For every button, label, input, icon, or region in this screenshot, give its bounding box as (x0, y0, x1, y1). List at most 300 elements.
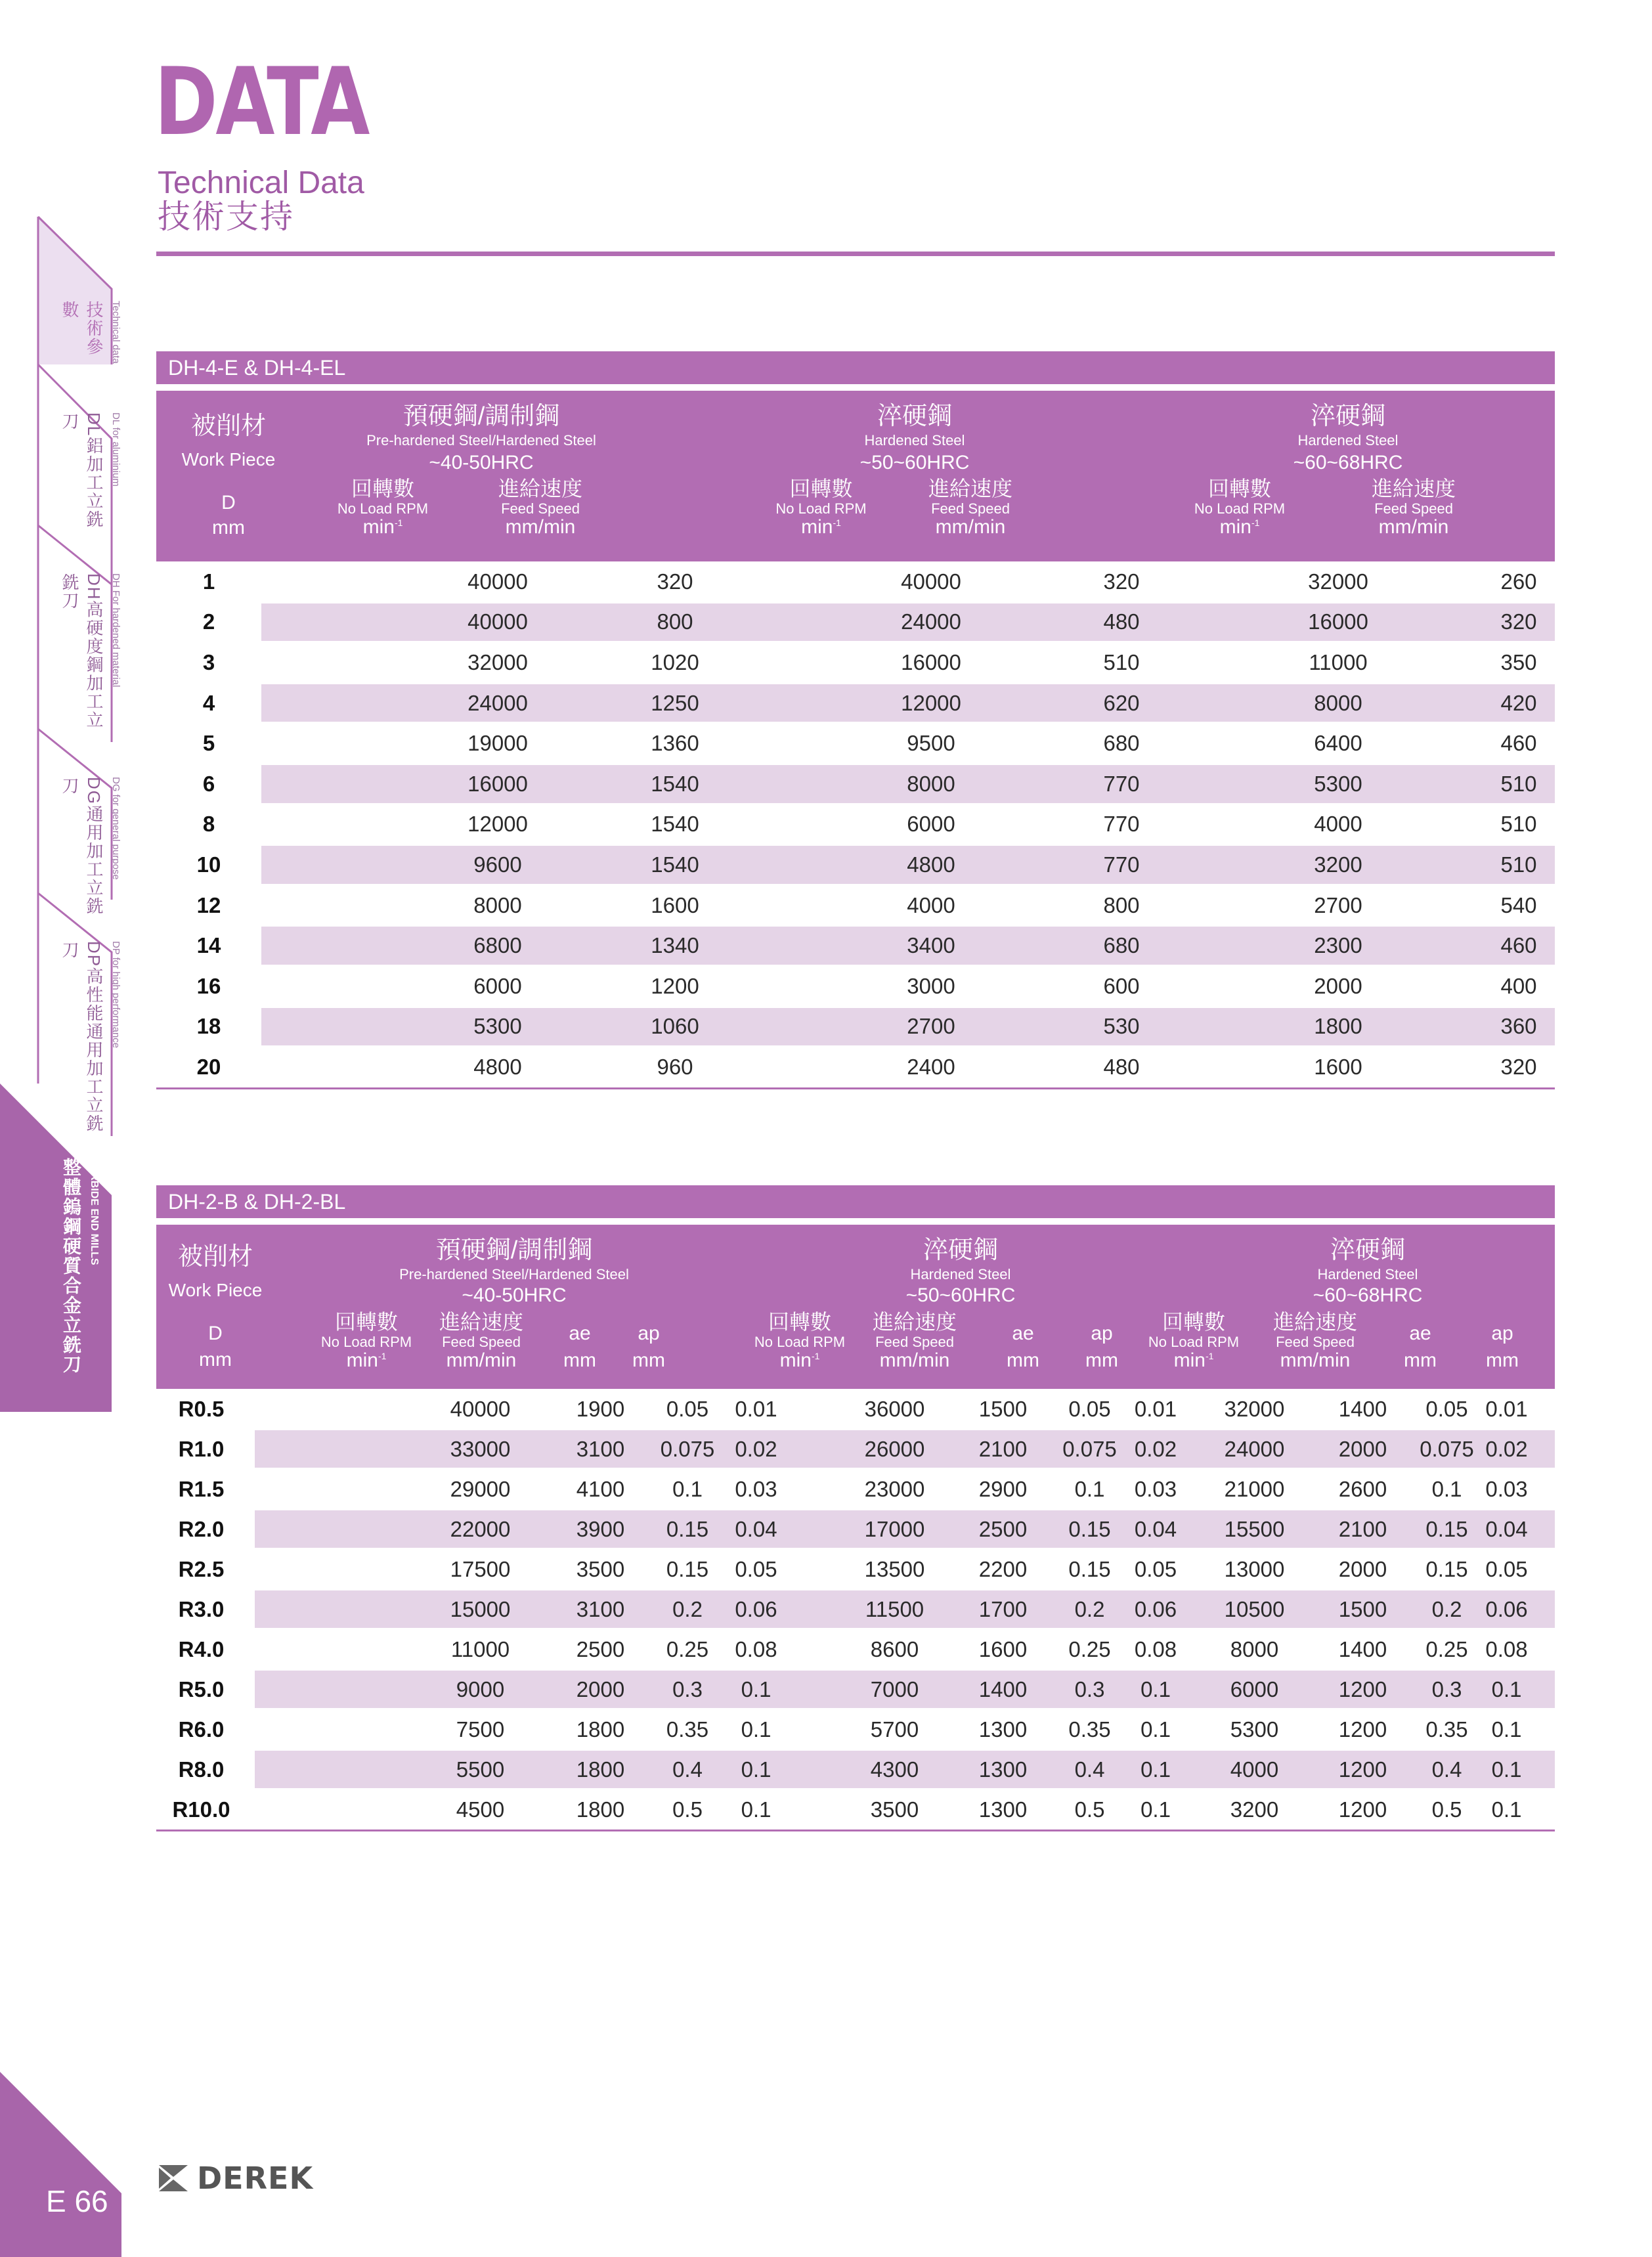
table-row (156, 925, 1555, 966)
sidebar-tab-dg[interactable] (38, 765, 121, 916)
rpm-unit (1141, 1350, 1246, 1371)
value-cell: 29000 (450, 1476, 511, 1501)
table-dh-2-b (156, 1185, 1555, 1831)
value-cell: 2000 (576, 1676, 625, 1701)
diameter-label: D (221, 492, 236, 514)
superscript: -1 (1205, 1351, 1214, 1361)
value-cell: 600 (1103, 973, 1140, 998)
rpm-unit (314, 1350, 419, 1371)
value-cell: 12000 (467, 812, 528, 837)
table-body (156, 561, 1555, 1087)
sidebar-tab-technical-data[interactable] (38, 289, 121, 368)
value-cell: 800 (657, 609, 693, 634)
table-row (156, 764, 1555, 804)
radius-cell: R8.0 (178, 1757, 225, 1782)
group-title-en: Hardened Steel (910, 1266, 1011, 1282)
value-cell: 22000 (450, 1516, 511, 1541)
sidebar-tab-dh[interactable] (38, 561, 121, 745)
value-cell: 4500 (456, 1797, 505, 1822)
rpm-label-zh: 回轉數 (789, 477, 853, 500)
value-cell: 0.1 (1491, 1797, 1522, 1822)
page-subtitle-en: Technical Data (158, 165, 364, 200)
radius-cell: R1.0 (178, 1436, 225, 1461)
value-cell: 6000 (1230, 1676, 1279, 1701)
value-cell: 36000 (864, 1396, 925, 1421)
value-cell: 8000 (907, 771, 955, 796)
ap-label: ap (638, 1323, 660, 1344)
value-cell: 32000 (1308, 569, 1368, 594)
value-cell: 680 (1103, 731, 1140, 756)
value-cell: 4000 (1314, 812, 1362, 837)
diameter-cell: 18 (196, 1014, 221, 1039)
rpm-label-en: No Load RPM (320, 1334, 412, 1350)
sidebar-tab-sublabel: DP for high performance (110, 941, 121, 1049)
value-cell: 21000 (1224, 1476, 1285, 1501)
ap-unit: mm (632, 1349, 665, 1371)
feed-unit-text: mm/min (1378, 516, 1449, 538)
value-cell: 1340 (651, 933, 699, 958)
value-cell: 17500 (450, 1556, 511, 1581)
page-subtitle-zh: 技術支持 (158, 198, 294, 235)
value-cell: 1020 (651, 649, 699, 674)
value-cell: 4000 (907, 892, 955, 917)
value-cell: 0.1 (1141, 1797, 1171, 1822)
value-cell: 1200 (1338, 1717, 1387, 1742)
value-cell: 320 (1103, 569, 1140, 594)
table-row (156, 1789, 1555, 1830)
value-cell: 2900 (978, 1476, 1028, 1501)
value-cell: 0.4 (672, 1757, 703, 1782)
ae-label: ae (1409, 1323, 1431, 1344)
sidebar-tab-label: 整體鎢鋼硬質合金立銑刀 (61, 1158, 81, 1374)
rpm-unit (307, 517, 458, 538)
value-cell: 5500 (456, 1757, 505, 1782)
value-cell: 400 (1500, 973, 1537, 998)
feed-unit-text: mm/min (879, 1349, 950, 1371)
feed-unit-text: mm/min (446, 1349, 517, 1371)
value-cell: 0.5 (1074, 1797, 1105, 1822)
group-title-en: Pre-hardened Steel/Hardened Steel (399, 1266, 629, 1282)
diameter-cell: 2 (202, 609, 215, 634)
value-cell: 0.15 (666, 1516, 709, 1541)
rpm-unit-text: min (779, 1349, 812, 1371)
value-cell: 680 (1103, 933, 1140, 958)
value-cell: 1200 (1338, 1757, 1387, 1782)
value-cell: 1540 (651, 852, 699, 877)
radius-cell: R2.0 (178, 1516, 225, 1541)
table-row (156, 844, 1555, 885)
superscript: -1 (811, 1351, 820, 1361)
value-cell: 0.25 (666, 1636, 709, 1661)
rpm-label-zh: 回轉數 (334, 1310, 398, 1334)
value-cell: 0.1 (741, 1676, 772, 1701)
value-cell: 1400 (1338, 1396, 1387, 1421)
value-cell: 0.06 (735, 1596, 777, 1621)
value-cell: 1300 (978, 1757, 1028, 1782)
value-cell: 9000 (456, 1676, 505, 1701)
diameter-cell: 16 (196, 973, 221, 998)
value-cell: 0.05 (735, 1556, 777, 1581)
sidebar-tab-sublabel: DG for general purpose (110, 777, 121, 880)
value-cell: 6800 (473, 933, 522, 958)
rpm-label-en: No Load RPM (754, 1334, 846, 1350)
feed-unit (1325, 517, 1502, 538)
value-cell: 320 (1500, 609, 1537, 634)
value-cell: 1200 (1338, 1676, 1387, 1701)
value-cell: 0.1 (1491, 1757, 1522, 1782)
diameter-unit: mm (212, 517, 245, 538)
value-cell: 620 (1103, 690, 1140, 715)
diameter-cell: 6 (202, 771, 215, 796)
value-cell: 32000 (1224, 1396, 1285, 1421)
value-cell: 1600 (1314, 1054, 1362, 1079)
superscript: -1 (378, 1351, 387, 1361)
rpm-unit (1167, 517, 1312, 538)
value-cell: 0.1 (741, 1797, 772, 1822)
sidebar-tab-label: DL鋁加工立銑刀 (60, 412, 104, 529)
value-cell: 0.1 (1491, 1676, 1522, 1701)
group-hrc: ~60~68HRC (1293, 452, 1403, 473)
value-cell: 800 (1103, 892, 1140, 917)
sidebar-tab-carbide-end-mills[interactable] (39, 1146, 115, 1409)
value-cell: 510 (1103, 649, 1140, 674)
rpm-label-en: No Load RPM (1148, 1334, 1240, 1350)
feed-unit (1259, 1350, 1371, 1371)
value-cell: 11000 (450, 1636, 510, 1661)
feed-label-zh: 進給速度 (1272, 1310, 1357, 1334)
table-bottom-rule (156, 1087, 1555, 1089)
ae-label: ae (569, 1323, 591, 1344)
value-cell: 0.3 (1074, 1676, 1105, 1701)
value-cell: 0.05 (666, 1396, 709, 1421)
value-cell: 320 (1500, 1054, 1537, 1079)
value-cell: 1200 (1338, 1797, 1387, 1822)
page-title: DATA (154, 48, 368, 156)
value-cell: 40000 (901, 569, 961, 594)
diameter-cell: 8 (202, 812, 215, 837)
group-title-zh: 淬硬鋼 (1310, 403, 1385, 430)
value-cell: 2200 (978, 1556, 1028, 1581)
value-cell: 0.35 (666, 1717, 709, 1742)
value-cell: 0.2 (1431, 1596, 1462, 1621)
value-cell: 0.075 (1062, 1436, 1117, 1461)
value-cell: 0.3 (672, 1676, 703, 1701)
table-bottom-rule (156, 1830, 1555, 1831)
radius-cell: R6.0 (178, 1717, 225, 1742)
value-cell: 40000 (467, 609, 528, 634)
value-cell: 1500 (978, 1396, 1028, 1421)
value-cell: 1800 (576, 1757, 625, 1782)
table-row (156, 683, 1555, 724)
value-cell: 4300 (870, 1757, 919, 1782)
value-cell: 2100 (1338, 1516, 1387, 1541)
value-cell: 0.4 (1074, 1757, 1105, 1782)
value-cell: 0.2 (1074, 1596, 1105, 1621)
value-cell: 0.35 (1068, 1717, 1111, 1742)
value-cell: 2500 (978, 1516, 1028, 1541)
value-cell: 2700 (907, 1014, 955, 1039)
value-cell: 16000 (467, 771, 528, 796)
feed-label-en: Feed Speed (501, 500, 580, 517)
value-cell: 4800 (907, 852, 955, 877)
rpm-unit-text: min (362, 516, 395, 538)
group-title-zh: 淬硬鋼 (877, 403, 952, 430)
value-cell: 8000 (473, 892, 522, 917)
value-cell: 0.06 (1485, 1596, 1528, 1621)
table-row (156, 804, 1555, 845)
value-cell: 5300 (473, 1014, 522, 1039)
feed-label-zh: 進給速度 (498, 477, 582, 500)
value-cell: 8000 (1230, 1636, 1279, 1661)
value-cell: 1800 (576, 1717, 625, 1742)
ap-unit: mm (1486, 1349, 1519, 1371)
rpm-unit-text: min (1173, 1349, 1206, 1371)
value-cell: 23000 (864, 1476, 925, 1501)
value-cell: 0.25 (1425, 1636, 1468, 1661)
value-cell: 1400 (978, 1676, 1028, 1701)
value-cell: 2400 (907, 1054, 955, 1079)
table-row (156, 1429, 1555, 1469)
rpm-label-en: No Load RPM (775, 500, 867, 517)
radius-cell: R4.0 (178, 1636, 225, 1661)
superscript: -1 (1251, 517, 1260, 528)
brand-logo (158, 2160, 313, 2196)
value-cell: 0.1 (1141, 1757, 1171, 1782)
table-row (156, 1669, 1555, 1709)
value-cell: 0.03 (1134, 1476, 1177, 1501)
table-row (156, 885, 1555, 926)
value-cell: 0.03 (735, 1476, 777, 1501)
ae-unit: mm (1007, 1349, 1039, 1371)
rpm-label-en: No Load RPM (337, 500, 429, 517)
value-cell: 530 (1103, 1014, 1140, 1039)
value-cell: 3100 (576, 1436, 625, 1461)
value-cell: 0.1 (1141, 1676, 1171, 1701)
rpm-label-zh: 回轉數 (768, 1310, 831, 1334)
value-cell: 9600 (473, 852, 522, 877)
feed-unit-text: mm/min (1280, 1349, 1351, 1371)
table-row (156, 1629, 1555, 1669)
table-header (156, 391, 1555, 561)
table-header (156, 1225, 1555, 1389)
value-cell: 6000 (907, 812, 955, 837)
value-cell: 4000 (1230, 1757, 1279, 1782)
group-title-en: Hardened Steel (1297, 432, 1399, 449)
diameter-cell: 3 (202, 649, 215, 674)
value-cell: 0.03 (1485, 1476, 1528, 1501)
workpiece-label-en: Work Piece (181, 449, 276, 470)
value-cell: 10500 (1224, 1596, 1285, 1621)
ae-unit: mm (563, 1349, 596, 1371)
value-cell: 1300 (978, 1797, 1028, 1822)
ap-unit: mm (1085, 1349, 1118, 1371)
value-cell: 510 (1500, 771, 1537, 796)
value-cell: 5300 (1314, 771, 1362, 796)
value-cell: 15000 (450, 1596, 511, 1621)
value-cell: 0.1 (1141, 1717, 1171, 1742)
value-cell: 0.01 (1134, 1396, 1177, 1421)
value-cell: 0.05 (1068, 1396, 1111, 1421)
rpm-label-zh: 回轉數 (1162, 1310, 1225, 1334)
value-cell: 0.02 (735, 1436, 777, 1461)
feed-label-en: Feed Speed (875, 1334, 954, 1350)
brand-name: DEREK (197, 2160, 314, 2196)
value-cell: 11500 (865, 1596, 924, 1621)
value-cell: 2100 (978, 1436, 1028, 1461)
page-number: E 66 (46, 2184, 108, 2218)
side-navigation (0, 0, 131, 2257)
value-cell: 0.5 (1431, 1797, 1462, 1822)
feed-label-en: Feed Speed (1374, 500, 1453, 517)
value-cell: 0.1 (741, 1757, 772, 1782)
group-title-en: Hardened Steel (1317, 1266, 1418, 1282)
value-cell: 6400 (1314, 731, 1362, 756)
value-cell: 260 (1500, 569, 1537, 594)
value-cell: 24000 (901, 609, 961, 634)
sidebar-tab-dl[interactable] (38, 401, 121, 532)
ae-unit: mm (1404, 1349, 1437, 1371)
value-cell: 40000 (467, 569, 528, 594)
value-cell: 0.08 (1134, 1636, 1177, 1661)
value-cell: 1800 (576, 1797, 625, 1822)
feed-unit-text: mm/min (935, 516, 1006, 538)
value-cell: 3200 (1230, 1797, 1279, 1822)
rpm-unit (747, 1350, 852, 1371)
value-cell: 6000 (473, 973, 522, 998)
value-cell: 13000 (1224, 1556, 1285, 1581)
group-hrc: ~50~60HRC (859, 452, 970, 473)
value-cell: 16000 (901, 649, 961, 674)
group-title-en: Pre-hardened Steel/Hardened Steel (366, 432, 596, 449)
rpm-unit-text: min (1219, 516, 1251, 538)
value-cell: 2700 (1314, 892, 1362, 917)
value-cell: 0.4 (1431, 1757, 1462, 1782)
value-cell: 460 (1500, 731, 1537, 756)
ae-label: ae (1012, 1323, 1034, 1344)
feed-label-en: Feed Speed (1276, 1334, 1355, 1350)
value-cell: 1540 (651, 812, 699, 837)
radius-cell: R0.5 (178, 1396, 225, 1421)
value-cell: 2000 (1338, 1436, 1387, 1461)
group-title-zh: 淬硬鋼 (923, 1237, 998, 1264)
sidebar-tab-sublabel: DL for aluminium (110, 412, 121, 487)
value-cell: 2300 (1314, 933, 1362, 958)
value-cell: 350 (1500, 649, 1537, 674)
value-cell: 0.02 (1485, 1436, 1528, 1461)
rpm-label-zh: 回轉數 (351, 477, 414, 500)
value-cell: 960 (657, 1054, 693, 1079)
value-cell: 1540 (651, 771, 699, 796)
value-cell: 1600 (978, 1636, 1028, 1661)
feed-label-en: Feed Speed (442, 1334, 521, 1350)
superscript: -1 (394, 517, 403, 528)
value-cell: 0.06 (1134, 1596, 1177, 1621)
rpm-unit-text: min (801, 516, 833, 538)
workpiece-label-zh: 被削材 (177, 1243, 253, 1271)
value-cell: 4100 (576, 1476, 625, 1501)
value-cell: 5700 (870, 1717, 919, 1742)
value-cell: 2000 (1338, 1556, 1387, 1581)
value-cell: 2000 (1314, 973, 1362, 998)
value-cell: 0.15 (1425, 1556, 1468, 1581)
derek-logo-icon (158, 2162, 189, 2194)
feed-unit (885, 517, 1056, 538)
table-row (156, 1549, 1555, 1589)
value-cell: 13500 (864, 1556, 925, 1581)
value-cell: 1400 (1338, 1636, 1387, 1661)
table-row (156, 1047, 1555, 1087)
group-title-en: Hardened Steel (864, 432, 965, 449)
group-title-zh: 預硬鋼/調制鋼 (435, 1237, 593, 1264)
value-cell: 4800 (473, 1054, 522, 1079)
value-cell: 0.25 (1068, 1636, 1111, 1661)
sidebar-tab-dp[interactable] (38, 929, 121, 1139)
sidebar-tab-label: DG通用加工立銑刀 (60, 777, 104, 915)
sidebar-tab-sublabel: Technical data (110, 301, 121, 364)
table-row (156, 602, 1555, 643)
value-cell: 0.15 (1068, 1556, 1111, 1581)
value-cell: 3900 (576, 1516, 625, 1541)
value-cell: 0.1 (741, 1717, 772, 1742)
value-cell: 360 (1500, 1014, 1537, 1039)
rpm-label-en: No Load RPM (1194, 500, 1286, 517)
radius-cell: R1.5 (178, 1476, 225, 1501)
diameter-cell: 10 (196, 852, 221, 877)
diameter-cell: 1 (202, 569, 215, 594)
value-cell: 0.01 (735, 1396, 777, 1421)
diameter-label: D (208, 1323, 223, 1344)
sidebar-tab-sublabel: CARBIDE END MILLS (89, 1158, 100, 1265)
value-cell: 0.1 (672, 1476, 703, 1501)
diameter-cell: 20 (196, 1054, 221, 1079)
feed-label-zh: 進給速度 (872, 1310, 957, 1334)
value-cell: 24000 (1224, 1436, 1285, 1461)
radius-cell: R3.0 (178, 1596, 225, 1621)
feed-unit (425, 1350, 537, 1371)
workpiece-label-en: Work Piece (168, 1280, 263, 1300)
radius-cell: R5.0 (178, 1676, 225, 1701)
table-row (156, 561, 1555, 602)
value-cell: 1360 (651, 731, 699, 756)
value-cell: 33000 (450, 1436, 511, 1461)
sidebar-tab-label: DH高硬度鋼加工立銑刀 (60, 573, 104, 730)
value-cell: 1700 (978, 1596, 1028, 1621)
value-cell: 0.075 (1420, 1436, 1474, 1461)
group-hrc: ~60~68HRC (1313, 1284, 1423, 1306)
feed-label-zh: 進給速度 (439, 1310, 523, 1334)
title-divider (156, 252, 1555, 256)
rpm-unit-text: min (346, 1349, 378, 1371)
value-cell: 12000 (901, 690, 961, 715)
feed-label-zh: 進給速度 (928, 477, 1012, 500)
value-cell: 480 (1103, 1054, 1140, 1079)
table-title: DH-2-B & DH-2-BL (156, 1185, 1555, 1218)
value-cell: 0.05 (1485, 1556, 1528, 1581)
value-cell: 5300 (1230, 1717, 1279, 1742)
table-row (156, 1469, 1555, 1509)
ap-label: ap (1091, 1323, 1113, 1344)
value-cell: 770 (1103, 812, 1140, 837)
feed-unit (439, 517, 642, 538)
value-cell: 7000 (870, 1676, 919, 1701)
diameter-cell: 4 (202, 690, 215, 715)
group-title-zh: 預硬鋼/調制鋼 (402, 403, 560, 430)
sidebar-tab-label: 技術參數 (60, 301, 104, 356)
value-cell: 0.3 (1431, 1676, 1462, 1701)
value-cell: 0.15 (666, 1556, 709, 1581)
value-cell: 3000 (907, 973, 955, 998)
table-row (156, 1749, 1555, 1789)
